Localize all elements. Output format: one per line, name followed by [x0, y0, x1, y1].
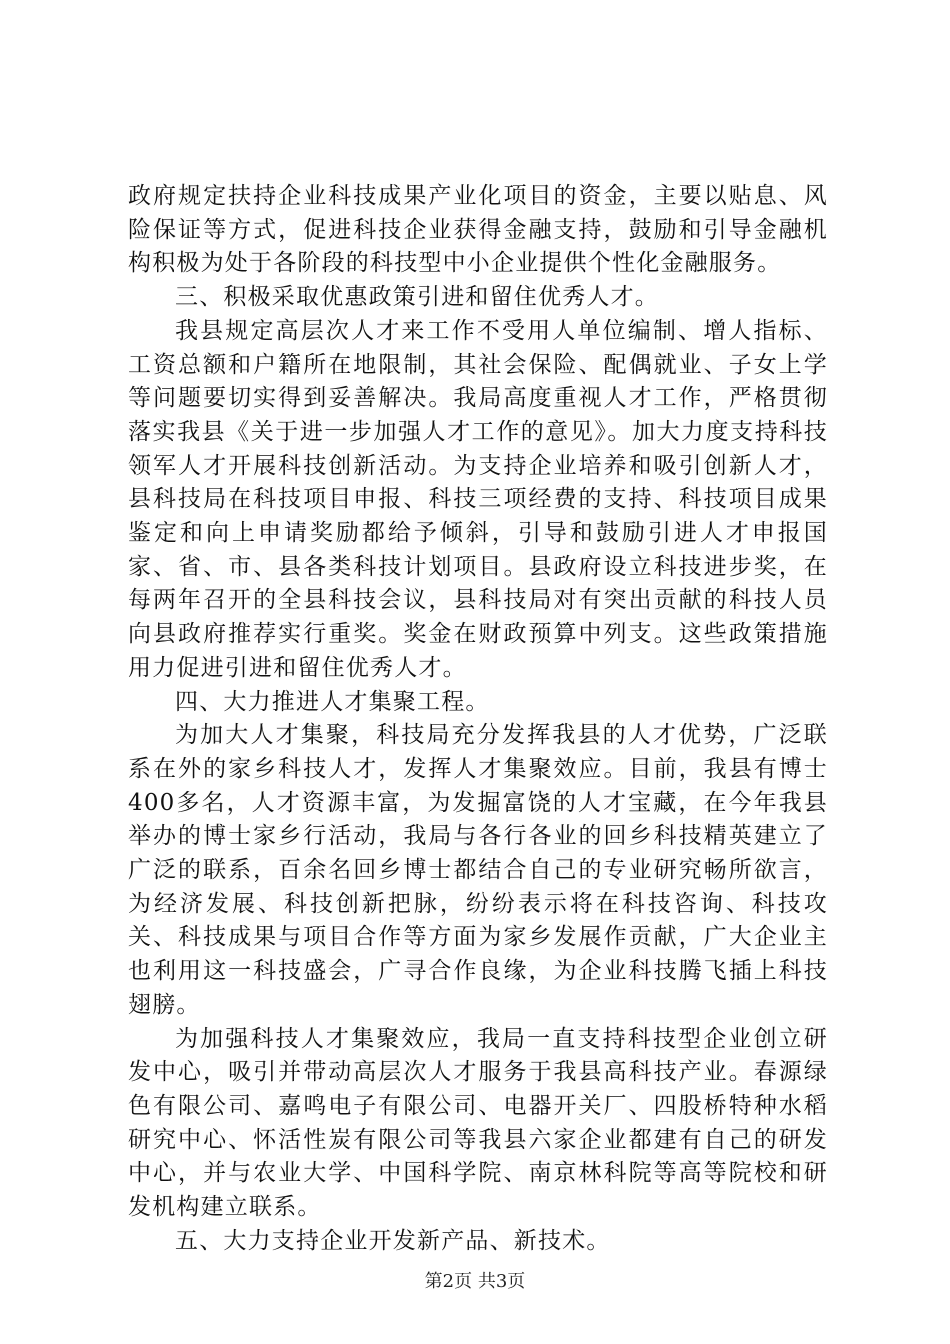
paragraph-2: 我县规定高层次人才来工作不受用人单位编制、增人指标、工资总额和户籍所在地限制，其社会保险、配偶就业、子女上学等问题要切实得到妥善解决。我局高度重视人才工作，严格贯彻落实我县《关于进一步加强人才工作的意见》。加大力度支持科技领军人才开展科技创新活动。为支持企业培养和吸引创新人才，县科技局在科技项目申报、科技三项经费的支持、科技项目成果鉴定和向上申请奖励都给予倾斜，引导和鼓励引进人才申报国家、省、市、县各类科技计划项目。县政府设立科技进步奖，在每两年召开的全县科技会议，县科技局对有突出贡献的科技人员向县政府推荐实行重奖。奖金在财政预算中列支。这些政策措施用力促进引进和留住优秀人才。: [128, 317, 828, 681]
paragraph-3: 为加大人才集聚，科技局充分发挥我县的人才优势，广泛联系在外的家乡科技人才，发挥人才集聚效应。目前，我县有博士400多名，人才资源丰富，为发掘富饶的人才宝藏，在今年我县举办的博士家乡行活动，我局与各行各业的回乡科技精英建立了广泛的联系，百余名回乡博士都结合自己的专业研究畅所欲言，为经济发展、科技创新把脉，纷纷表示将在科技咨询、科技攻关、科技成果与项目合作等方面为家乡发展作贡献，广大企业主也利用这一科技盛会，广寻合作良缘，为企业科技腾飞插上科技翅膀。: [128, 722, 828, 1018]
section-heading-3: 三、积极采取优惠政策引进和留住优秀人才。: [175, 284, 659, 311]
section-heading-5: 五、大力支持企业开发新产品、新技术。: [175, 1227, 611, 1254]
paragraph-4: 为加强科技人才集聚效应，我局一直支持科技型企业创立研发中心，吸引并带动高层次人才服务于我县高科技产业。春源绿色有限公司、嘉鸣电子有限公司、电器开关厂、四股桥特种水稻研究中心、怀活性炭有限公司等我县六家企业都建有自己的研发中心，并与农业大学、中国科学院、南京林科院等高等院校和研发机构建立联系。: [128, 1025, 828, 1221]
document-body: [128, 180, 828, 1259]
section-heading-4: 四、大力推进人才集聚工程。: [175, 688, 490, 715]
paragraph-1: 政府规定扶持企业科技成果产业化项目的资金，主要以贴息、风险保证等方式，促进科技企业获得金融支持，鼓励和引导金融机构积极为处于各阶段的科技型中小企业提供个性化金融服务。: [128, 183, 828, 277]
page-footer: 第2页 共3页: [424, 1271, 526, 1292]
